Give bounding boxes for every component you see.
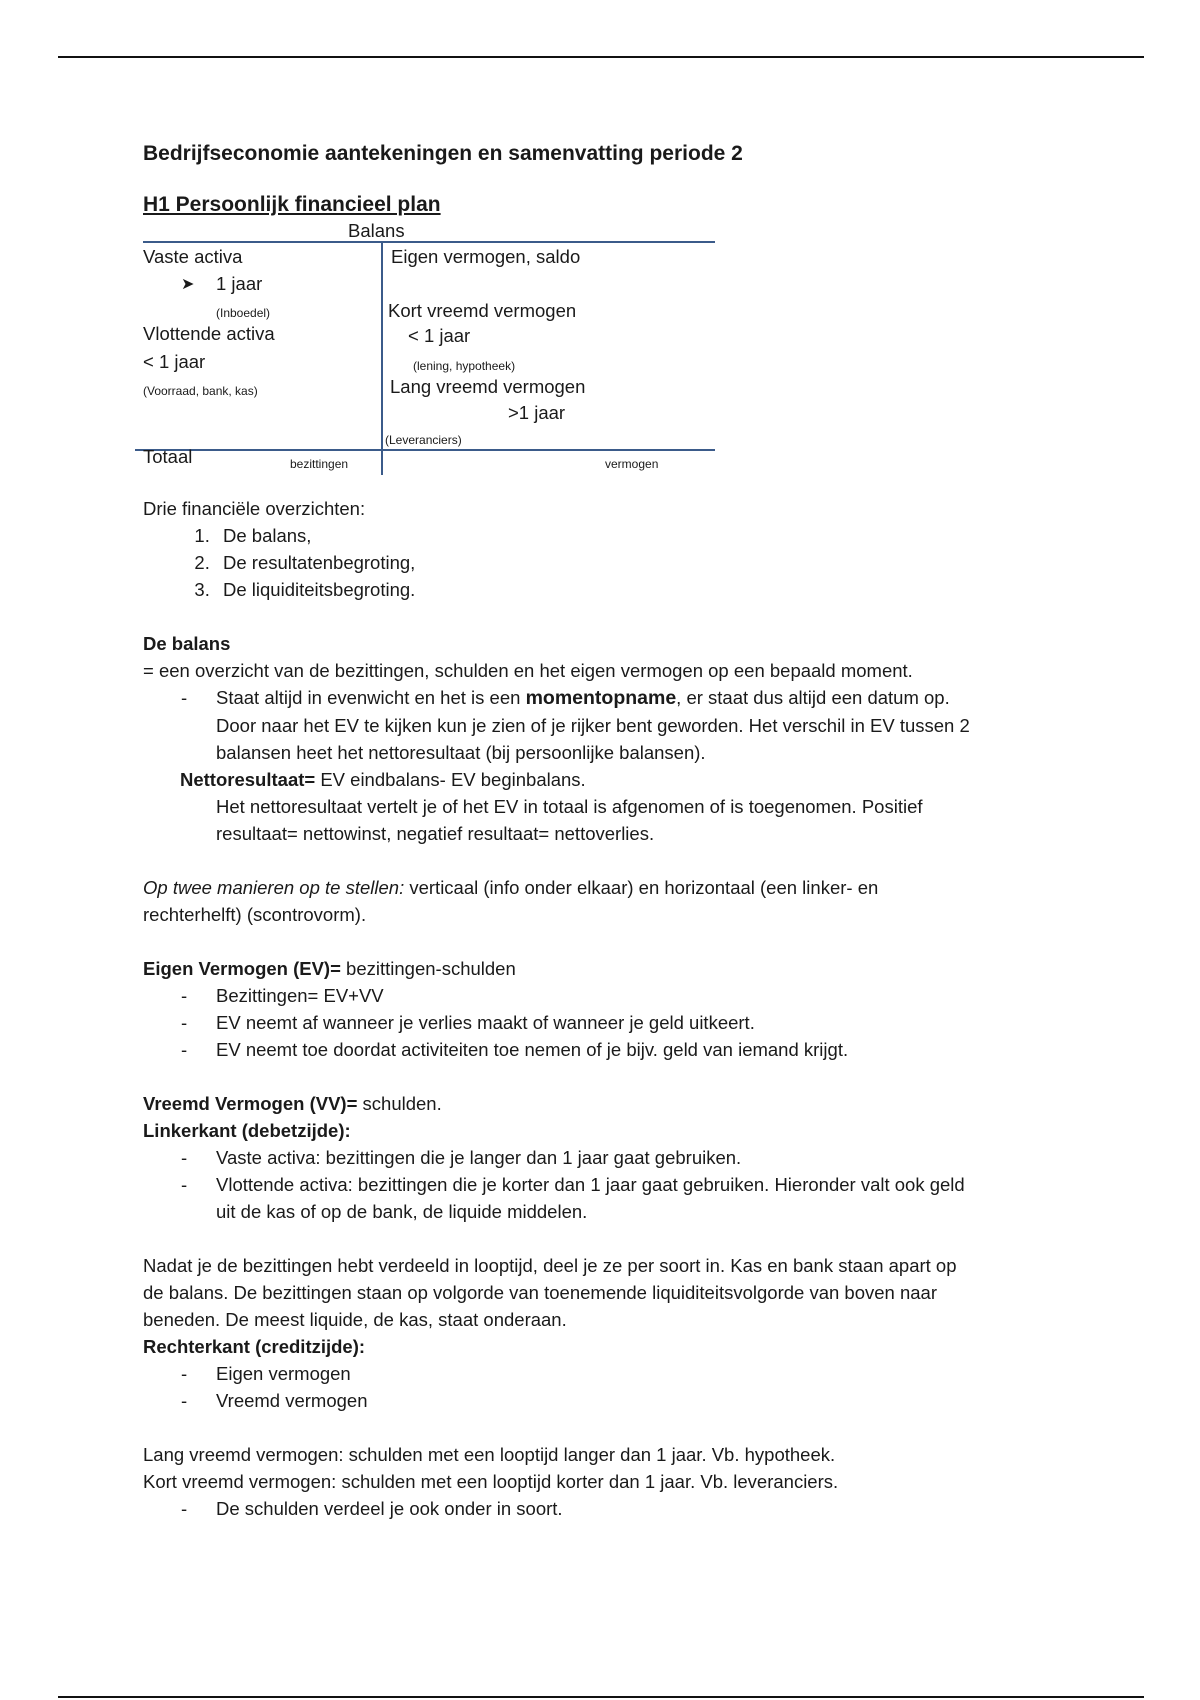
lang-vreemd-vermogen-label: Lang vreemd vermogen [390, 376, 586, 397]
balans-bullets [143, 684, 1063, 712]
list-item: 2. De resultatenbegroting, [215, 549, 1063, 576]
lang-vreemd-note: (Leveranciers) [385, 433, 462, 447]
looptijd-bullets [143, 1495, 1063, 1522]
vlottende-activa-label: Vlottende activa [143, 323, 275, 344]
lang-vreemd-definition: Lang vreemd vermogen: schulden met een looptijd langer dan 1 jaar. Vb. hypotheek. [143, 1444, 836, 1465]
list-item: - Vreemd vermogen [143, 1387, 1063, 1414]
list-item: - Staat altijd in evenwicht en het is een momentopname, er staat dus altijd een datum op. [143, 684, 1063, 712]
balance-heading: Balans [348, 220, 405, 241]
overviews-intro: Drie financiële overzichten: [143, 498, 366, 519]
overviews-list [143, 522, 1063, 603]
total-bezittingen-label: bezittingen [290, 457, 349, 471]
list-item: - EV neemt toe doordat activiteiten toe nemen of je bijv. geld van iemand krijgt. [143, 1036, 1063, 1063]
bottom-rule [58, 1696, 1144, 1698]
balans-definition: = een overzicht van de bezittingen, schulden en het eigen vermogen op een bepaald moment. [143, 660, 913, 681]
document-page [143, 140, 1063, 1522]
vaste-activa-label: Vaste activa [143, 246, 243, 267]
verdeling-line2: de balans. De bezittingen staan op volgorde van toenemende liquiditeitsvolgorde van boven naar [143, 1282, 937, 1303]
kort-vreemd-term: < 1 jaar [408, 325, 471, 346]
nettoresultaat-line: Nettoresultaat= EV eindbalans- EV beginbalans. [180, 769, 586, 790]
list-item: - Vaste activa: bezittingen die je langer dan 1 jaar gaat gebruiken. [143, 1144, 1063, 1171]
list-item: - EV neemt af wanneer je verlies maakt of wanneer je geld uitkeert. [143, 1009, 1063, 1036]
vv-definition: Vreemd Vermogen (VV)= schulden. [143, 1093, 442, 1114]
balance-t-account [143, 217, 723, 475]
rechterkant-bullets [143, 1360, 1063, 1414]
top-rule [58, 56, 1144, 58]
linkerkant-continuation: uit de kas of op de bank, de liquide middelen. [216, 1201, 588, 1222]
eigen-vermogen-label: Eigen vermogen, saldo [391, 246, 581, 267]
list-item: - Bezittingen= EV+VV [143, 982, 1063, 1009]
vaste-activa-note: (Inboedel) [216, 306, 271, 320]
ev-bullets [143, 982, 1063, 1063]
vlottende-activa-term: < 1 jaar [143, 351, 206, 372]
vlottende-activa-note: (Voorraad, bank, kas) [143, 384, 258, 398]
list-item: 3. De liquiditeitsbegroting. [215, 576, 1063, 603]
list-item: - De schulden verdeel je ook onder in soort. [143, 1495, 1063, 1522]
rechterkant-heading: Rechterkant (creditzijde): [143, 1336, 366, 1357]
kort-vreemd-vermogen-label: Kort vreemd vermogen [388, 300, 577, 321]
verdeling-line1: Nadat je de bezittingen hebt verdeeld in looptijd, deel je ze per soort in. Kas en bank staan apart op [143, 1255, 957, 1276]
balance-divider [381, 241, 383, 475]
total-vermogen-label: vermogen [605, 457, 659, 471]
balans-section-title: De balans [143, 633, 231, 654]
kort-vreemd-definition: Kort vreemd vermogen: schulden met een looptijd korter dan 1 jaar. Vb. leveranciers. [143, 1471, 839, 1492]
list-item: - Eigen vermogen [143, 1360, 1063, 1387]
manieren-line2: rechterhelft) (scontrovorm). [143, 904, 367, 925]
document-title: Bedrijfseconomie aantekeningen en samenvatting periode 2 [143, 142, 743, 165]
balans-line3: balansen heet het nettoresultaat (bij persoonlijke balansen). [216, 742, 706, 763]
netto-line2: resultaat= nettowinst, negatief resultaat= nettoverlies. [216, 823, 655, 844]
linkerkant-heading: Linkerkant (debetzijde): [143, 1120, 351, 1141]
list-item: 1. De balans, [215, 522, 1063, 549]
lang-vreemd-term: >1 jaar [508, 402, 566, 423]
list-item: - Vlottende activa: bezittingen die je korter dan 1 jaar gaat gebruiken. Hieronder valt ook geld [143, 1171, 1063, 1198]
total-label: Totaal [143, 446, 193, 467]
ev-definition: Eigen Vermogen (EV)= bezittingen-schulden [143, 958, 516, 979]
kort-vreemd-note: (lening, hypotheek) [413, 359, 516, 373]
vaste-activa-term: 1 jaar [216, 273, 263, 294]
arrow-bullet-icon: ➤ [181, 276, 195, 293]
balans-line2: Door naar het EV te kijken kun je zien of je rijker bent geworden. Het verschil in EV tussen 2 [216, 715, 970, 736]
linkerkant-bullets [143, 1144, 1063, 1198]
manieren-line1: Op twee manieren op te stellen: verticaal (info onder elkaar) en horizontaal (een linker- en [143, 877, 879, 898]
netto-line1: Het nettoresultaat vertelt je of het EV in totaal is afgenomen of is toegenomen. Positief [216, 796, 923, 817]
chapter-title: H1 Persoonlijk financieel plan [143, 193, 441, 216]
verdeling-line3: beneden. De meest liquide, de kas, staat onderaan. [143, 1309, 567, 1330]
